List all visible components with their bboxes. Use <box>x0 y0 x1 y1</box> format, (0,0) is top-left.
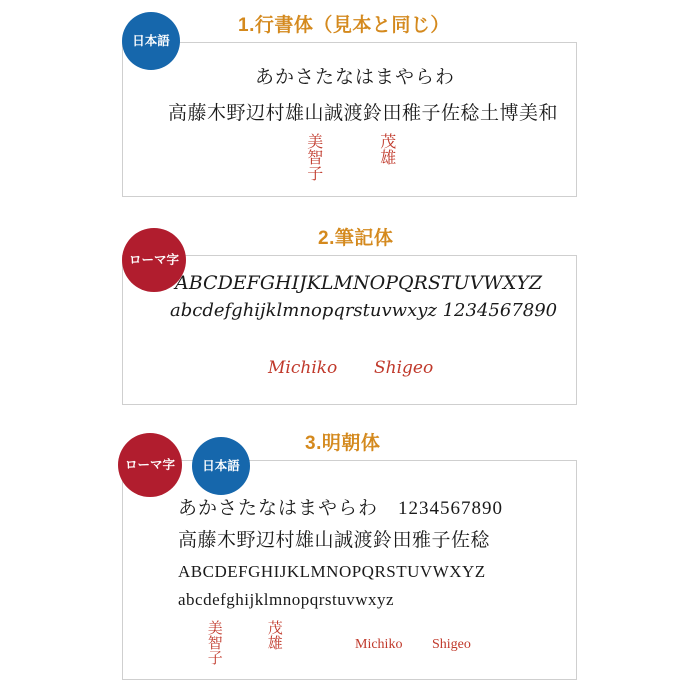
sample-name-3c: Michiko <box>355 637 403 652</box>
sample-text-kana-3: あかさたなはまやらわ 1234567890 <box>178 498 504 519</box>
badge-japanese-1: 日本語 <box>122 12 180 70</box>
sample-text-lowercase-2: abcdefghijklmnopqrstuvwxyz 1234567890 <box>170 300 558 321</box>
sample-name-1a: 美智子 <box>304 133 324 181</box>
badge-japanese-3: 日本語 <box>192 437 250 495</box>
sample-name-3b: 茂雄 <box>265 620 282 650</box>
sample-name-3d: Shigeo <box>432 637 471 652</box>
font-sample-section-3 <box>0 415 700 700</box>
sample-text-uppercase-3: ABCDEFGHIJKLMNOPQRSTUVWXYZ <box>178 562 486 581</box>
section-title-3: 3.明朝体 <box>305 433 381 454</box>
sample-name-1b: 茂雄 <box>377 133 397 165</box>
font-sample-section-2 <box>0 210 700 415</box>
section-title-2: 2.筆記体 <box>318 228 394 249</box>
sample-name-2b: Shigeo <box>374 358 434 378</box>
badge-romaji-3: ローマ字 <box>118 433 182 497</box>
sample-name-3a: 美智子 <box>205 620 222 665</box>
sample-text-uppercase-2: ABCDEFGHIJKLMNOPQRSTUVWXYZ <box>175 272 543 294</box>
sample-text-kana-1: あかさたなはまやらわ <box>255 66 456 88</box>
sample-text-lowercase-3: abcdefghijklmnopqrstuvwxyz <box>178 590 395 609</box>
section-title-1: 1.行書体（見本と同じ） <box>238 15 450 36</box>
badge-romaji-2: ローマ字 <box>122 228 186 292</box>
sample-text-kanji-1: 高藤木野辺村雄山誠渡鈴田稚子佐稔土博美和 <box>168 102 559 124</box>
sample-name-2a: Michiko <box>268 358 338 378</box>
sample-text-kanji-3: 高藤木野辺村雄山誠渡鈴田雅子佐稔 <box>178 530 491 551</box>
font-sample-section-1 <box>0 0 700 210</box>
